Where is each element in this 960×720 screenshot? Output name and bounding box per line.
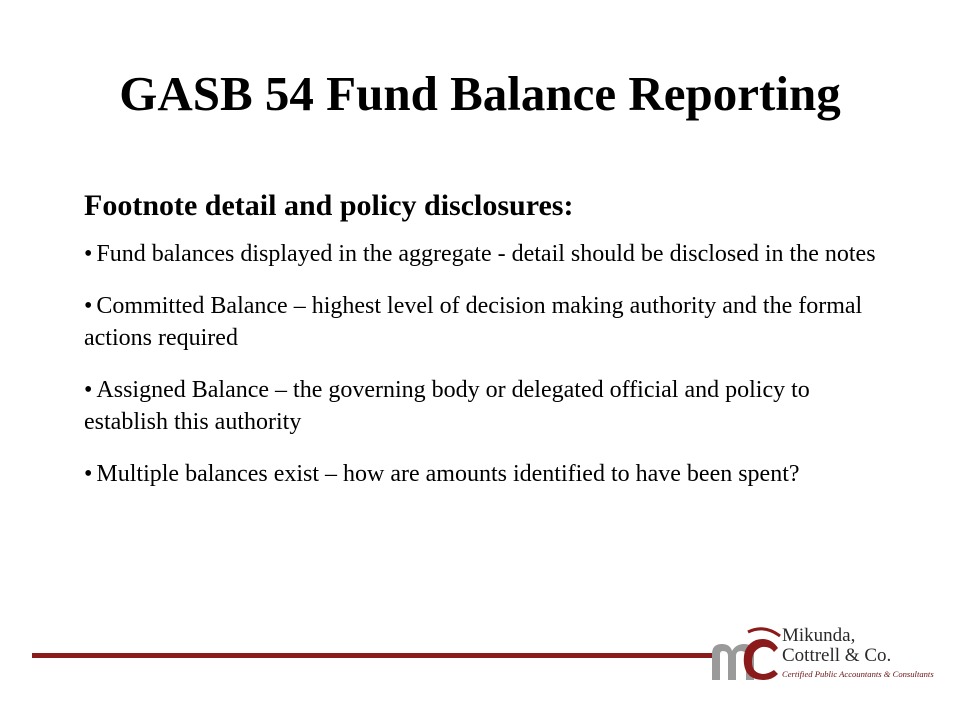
logo-tagline: Certified Public Accountants & Consultants (782, 669, 934, 679)
logo-name-line1: Mikunda, (782, 625, 856, 646)
footer-divider (32, 653, 716, 658)
slide-title: GASB 54 Fund Balance Reporting (119, 66, 841, 121)
bullet-text: Assigned Balance – the governing body or delegated official and policy to establish this authority (84, 377, 810, 435)
bullet-text: Multiple balances exist – how are amounts identified to have been spent? (96, 461, 800, 487)
bullet-text: Fund balances displayed in the aggregate - detail should be disclosed in the notes (96, 241, 876, 267)
bullet-item (84, 458, 884, 490)
bullet-text: Committed Balance – highest level of decision making authority and the formal actions required (84, 293, 863, 351)
logo-name-line2: Cottrell & Co. (782, 645, 892, 666)
bullet-item (84, 374, 884, 438)
bullet-glyph: • (84, 377, 93, 403)
bullet-list (84, 238, 884, 490)
bullet-glyph: • (84, 293, 93, 319)
company-logo (708, 624, 934, 688)
bullet-glyph: • (84, 461, 93, 487)
logo-company-name (782, 626, 891, 666)
section-subheading: Footnote detail and policy disclosures: (84, 189, 574, 222)
bullet-glyph: • (84, 241, 93, 267)
bullet-item (84, 290, 884, 354)
mc-monogram-logo-icon (708, 624, 782, 688)
slide-content (84, 186, 884, 510)
bullet-item (84, 238, 884, 270)
